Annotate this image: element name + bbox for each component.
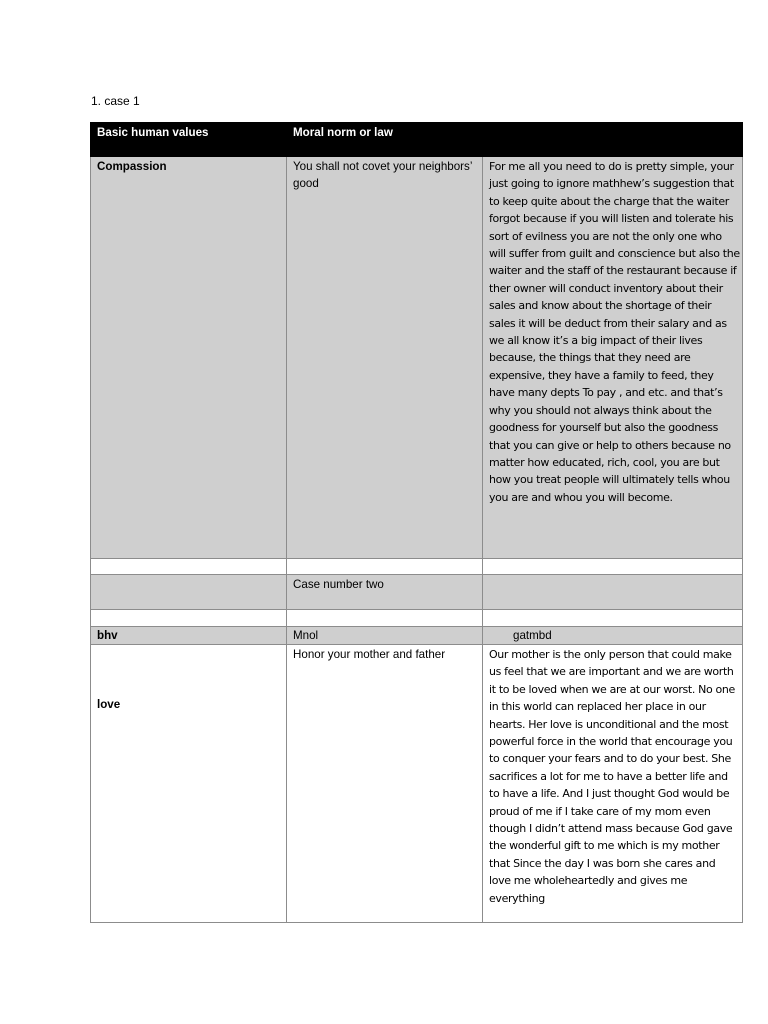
case1-norm-cell: You shall not covet your neighbors’ good	[287, 157, 483, 559]
case2-norm-cell: Honor your mother and father	[287, 645, 483, 923]
blank-row	[91, 610, 743, 627]
case1-row	[91, 157, 743, 559]
header-basic-human-values: Basic human values	[91, 123, 287, 157]
blank-cell	[483, 610, 743, 627]
blank-cell	[287, 610, 483, 627]
case2-title-row	[91, 575, 743, 610]
case2-title-cell: Case number two	[287, 575, 483, 610]
case2-row	[91, 645, 743, 923]
case1-value-cell: Compassion	[91, 157, 287, 559]
blank-cell	[483, 575, 743, 610]
blank-cell	[91, 575, 287, 610]
header-empty	[483, 123, 743, 157]
blank-cell	[91, 559, 287, 575]
subheader-bhv: bhv	[91, 627, 287, 645]
subheader-gatmbd: gatmbd	[483, 627, 743, 645]
case2-subheader-row	[91, 627, 743, 645]
header-moral-norm: Moral norm or law	[287, 123, 483, 157]
case2-value-text: love	[97, 698, 121, 711]
values-table	[90, 122, 743, 923]
blank-cell	[483, 559, 743, 575]
case2-explanation-cell: Our mother is the only person that could make us feel that we are important and we are worth it to be loved when we are at our worst. No one in this world can replaced her place in our hearts. Her love is unconditional and the most powerful force in the world that encourage you to conquer your fears and to do your best. She sacrifices a lot for me to have a better life and to have a life. And I just thought God would be proud of me if I take care of my mom even though I didn’t attend mass because God gave the wonderful gift to me which is my mother that Since the day I was born she cares and love me wholeheartedly and gives me everything	[483, 645, 743, 923]
document-heading: 1. case 1	[91, 94, 140, 108]
case2-value-cell	[91, 645, 287, 923]
case1-explanation-cell: For me all you need to do is pretty simple, your just going to ignore mathhew’s suggestion that to keep quite about the charge that the waiter forgot because if you will listen and tolerate his sort of evilness you are not the only one who will suffer from guilt and conscience but also the waiter and the staff of the restaurant because if ther owner will conduct inventory about their sales and know about the shortage of their sales it will be deduct from their salary and as we all know it’s a big impact of their lives because, the things that they need are expensive, they have a family to feed, they have many depts To pay , and etc. and that’s why you should not always think about the goodness for yourself but also the goodness that you can give or help to others because no matter how educated, rich, cool, you are but how you treat people will ultimately tells whou you are and whou you will become.	[483, 157, 743, 559]
blank-cell	[91, 610, 287, 627]
blank-row	[91, 559, 743, 575]
subheader-mnol: Mnol	[287, 627, 483, 645]
table-header-row	[91, 123, 743, 157]
blank-cell	[287, 559, 483, 575]
